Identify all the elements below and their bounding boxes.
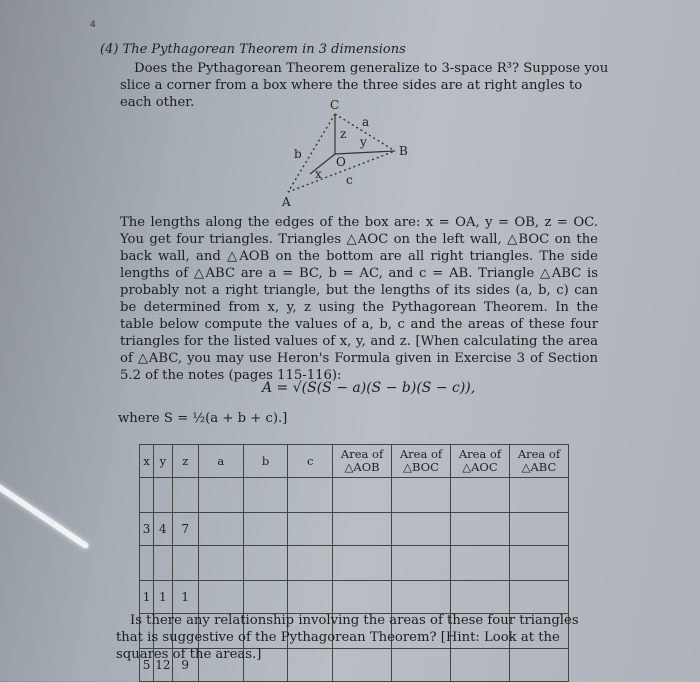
cell-area-aob — [333, 513, 392, 546]
cell-c — [288, 513, 333, 546]
cell-z: 9 — [172, 649, 198, 682]
label-C: C — [330, 98, 340, 112]
cell-c — [288, 581, 333, 614]
label-z: z — [340, 127, 347, 141]
problem-header: (4) The Pythagorean Theorem in 3 dimensions — [100, 42, 406, 57]
label-A: A — [282, 195, 291, 209]
header-a: a — [198, 445, 243, 478]
cell-x: 1 — [140, 581, 154, 614]
herons-formula: A = √(S(S − a)(S − b)(S − c)), — [262, 380, 476, 396]
cell-area-aoc — [451, 581, 510, 614]
table-header-row — [140, 445, 569, 478]
body-paragraph: The lengths along the edges of the box are: x = OA, y = OB, z = OC. You get four triangles. Triangles △AOC on the left wall, △BOC on the back wall, and △AOB on the bottom are all right triangles. The side lengths of △ABC are a = BC, b = AC, and c = AB. Triangle △ABC is probably not a right triangle, but the lengths of its sides (a, b, c) can be determined from x, y, z using the Pythagorean Theorem. In the table below compute the values of a, b, c and the areas of these four triangles for the listed values of x, y, and z. [When calculating the area of △ABC, you may use Heron's Formula given in Exercise 3 of Section 5.2 of the notes (pages 115-116): — [120, 215, 598, 383]
table-row — [140, 513, 569, 546]
cell-y: 12 — [154, 649, 172, 682]
label-b: b — [294, 147, 302, 161]
cell-b — [243, 581, 288, 614]
label-a: a — [362, 115, 370, 129]
light-streak — [0, 466, 90, 549]
label-y: y — [360, 135, 367, 149]
cell-x: 5 — [140, 649, 154, 682]
header-area-abc: Area of △ABC — [509, 445, 568, 478]
cell-z: 1 — [172, 581, 198, 614]
label-x: x — [315, 167, 322, 181]
cell-area-boc — [392, 581, 451, 614]
question-paragraph: Is there any relationship involving the areas of these four triangles that is suggestive of the Pythagorean Theorem? [Hint: Look at the squares of the areas.] — [116, 613, 579, 662]
header-c: c — [288, 445, 333, 478]
label-O: O — [336, 155, 346, 169]
axis-y — [335, 151, 395, 154]
cell-area-aoc — [451, 513, 510, 546]
axis-x — [310, 154, 335, 174]
cell-x: 3 — [140, 513, 154, 546]
intro-paragraph: Does the Pythagorean Theorem generalize to 3-space R³? Suppose you slice a corner from a box where the three sides are at right angles to each other. — [120, 61, 609, 110]
cell-y: 4 — [154, 513, 172, 546]
header-area-boc: Area of △BOC — [392, 445, 451, 478]
table-row — [140, 581, 569, 614]
cell-area-abc — [509, 513, 568, 546]
label-c: c — [346, 173, 353, 187]
cell-area-boc — [392, 513, 451, 546]
cell-y: 1 — [154, 581, 172, 614]
cell-a — [198, 581, 243, 614]
cell-b — [243, 513, 288, 546]
header-area-aoc: Area of △AOC — [451, 445, 510, 478]
page-number: 4 — [90, 20, 96, 30]
semiperimeter-definition: where S = ½(a + b + c).] — [118, 411, 288, 426]
header-z: z — [172, 445, 198, 478]
header-x: x — [140, 445, 154, 478]
header-y: y — [154, 445, 172, 478]
label-B: B — [399, 144, 408, 158]
cell-area-abc — [509, 581, 568, 614]
header-area-aob: Area of △AOB — [333, 445, 392, 478]
cell-z: 7 — [172, 513, 198, 546]
box-corner-diagram — [270, 96, 430, 214]
cell-area-aob — [333, 581, 392, 614]
cell-a — [198, 513, 243, 546]
header-b: b — [243, 445, 288, 478]
